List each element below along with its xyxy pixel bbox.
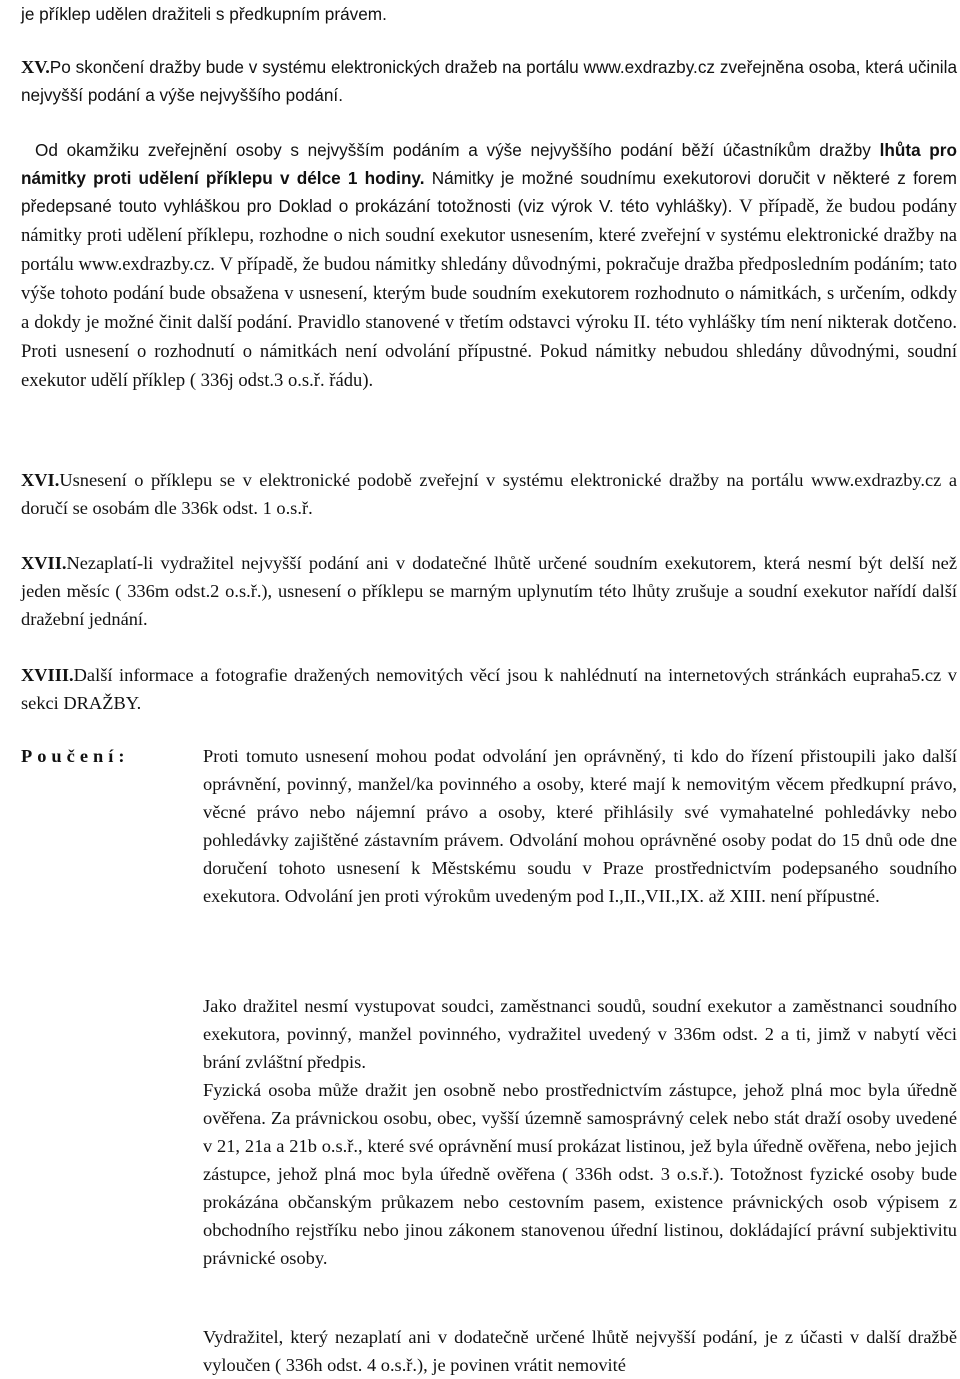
continuation-line: je příklep udělen dražiteli s předkupním právem.: [21, 4, 387, 24]
section-text: Usnesení o příklepu se v elektronické podobě zveřejní v systému elektronické dražby na portálu www.exdrazby.cz a doručí se osobám dle 336k odst. 1 o.s.ř.: [21, 470, 957, 518]
instruction-paragraph-default: Vydražitel, který nezaplatí ani v dodatečně určené lhůtě nejvyšší podání, je z účasti v další dražbě vyloučen ( 336h odst. 4 o.s.ř.), je povinen vrátit nemovité: [203, 1327, 957, 1375]
section-number: XVIII.: [21, 665, 74, 685]
instruction-paragraph-eligibility: Jako dražitel nesmí vystupovat soudci, zaměstnanci soudů, soudní exekutor a zaměstnanci soudního exekutora, povinný, manžel povinného, vydražitel uvedený v 336m odst. 2 a ti, jimž v nabytí věci brání zvláštní předpis.: [203, 996, 957, 1072]
paragraph-text-c: Námitky je možné soudnímu exekutorovi doručit v některé z forem předepsané touto vyhláškou pro Doklad o prokázání totožnosti (viz výrok V. této vyhlášky).: [21, 168, 957, 216]
section-xvii: [21, 549, 957, 633]
instruction-paragraph-appeal: Proti tomuto usnesení mohou podat odvolání jen oprávněný, ti kdo do řízení přistoupili jako další oprávnění, povinný, manžel/ka povinného a osoby, které mají k nemovitým věcem předkupní právo, věcné právo nebo nájemní právo a osoby, které přihlásily své vymahatelné pohledávky nebo pohledávky zajištěné zástavním právem. Odvolání mohou oprávněné osoby podat do 15 dnů ode dne doručení tohoto usnesení k Městskému soudu v Praze prostřednictvím podepsaného soudního exekutora. Odvolání jen proti výrokům uvedeným pod I.,II.,VII.,IX. až XIII. není přípustné.: [203, 746, 957, 906]
paragraph-objections: [21, 136, 957, 395]
instruction-label: Poučení:: [21, 746, 130, 766]
section-xv: [21, 53, 957, 109]
deadline-emphasis: lhůta pro námitky proti udělení příklepu v délce 1 hodiny.: [21, 140, 957, 188]
section-text: Další informace a fotografie dražených nemovitých věcí jsou k nahlédnutí na internetových stránkách eupraha5.cz v sekci DRAŽBY.: [21, 665, 957, 713]
paragraph-text-d: V případě, že budou podány námitky proti udělení příklepu, rozhodne o nich soudní exekutor usnesením, které zveřejní v systému elektronické dražby na portálu www.exdrazby.cz. V případě, že budou námitky shledány důvodnými, pokračuje dražba předposledním podáním; tato výše tohoto podání bude obsažena v usnesení, kterým bude soudním exekutorem rozhodnuto o námitkách, s určením, odkdy a dokdy je možné činit další podání. Pravidlo stanovené v třetím odstavci výroku II. této vyhlášky tím není nikterak dotčeno. Proti usnesení o rozhodnutí o námitkách není odvolání přípustné. Pokud námitky nebudou shledány důvodnými, soudní exekutor udělí příklep ( 336j odst.3 o.s.ř. řádu).: [21, 196, 957, 391]
section-number: XVII.: [21, 553, 67, 573]
section-number: XVI.: [21, 470, 60, 490]
instruction-paragraph-identity: Fyzická osoba může dražit jen osobně nebo prostřednictvím zástupce, jehož plná moc byla úředně ověřena. Za právnickou osobu, obec, vyšší územně samosprávný celek nebo stát draží osoby uvedené v 21, 21a a 21b o.s.ř., které své oprávnění musí prokázat listinou, jež byla úředně ověřena, nebo jejich zástupce, jehož plná moc byla úředně ověřena ( 336h odst. 3 o.s.ř.). Totožnost fyzické osoby bude prokázána občanským průkazem nebo cestovním pasem, existence právnických osob výpisem z obchodního rejstříku nebo jinou zákonem stanovenou úřední listinou, dokládající právní subjektivitu právnické osoby.: [203, 1080, 957, 1268]
section-text: Po skončení dražby bude v systému elektronických dražeb na portálu www.exdrazby.cz zveřejněna osoba, která učinila nejvyšší podání a výše nejvyššího podání.: [21, 57, 957, 105]
paragraph-text-a: Od okamžiku zveřejnění osoby s nejvyšším podáním a výše nejvyššího podání běží účastníkům dražby: [35, 140, 880, 160]
section-text: Nezaplatí-li vydražitel nejvyšší podání ani v dodatečné lhůtě určené soudním exekutorem, která nesmí být delší než jeden měsíc ( 336m odst.2 o.s.ř.), usnesení o příklepu se marným uplynutím této lhůty zrušuje a soudní exekutor nařídí další dražební jednání.: [21, 553, 957, 629]
section-xviii: [21, 661, 957, 717]
section-number: XV.: [21, 57, 50, 77]
section-xvi: [21, 466, 957, 522]
